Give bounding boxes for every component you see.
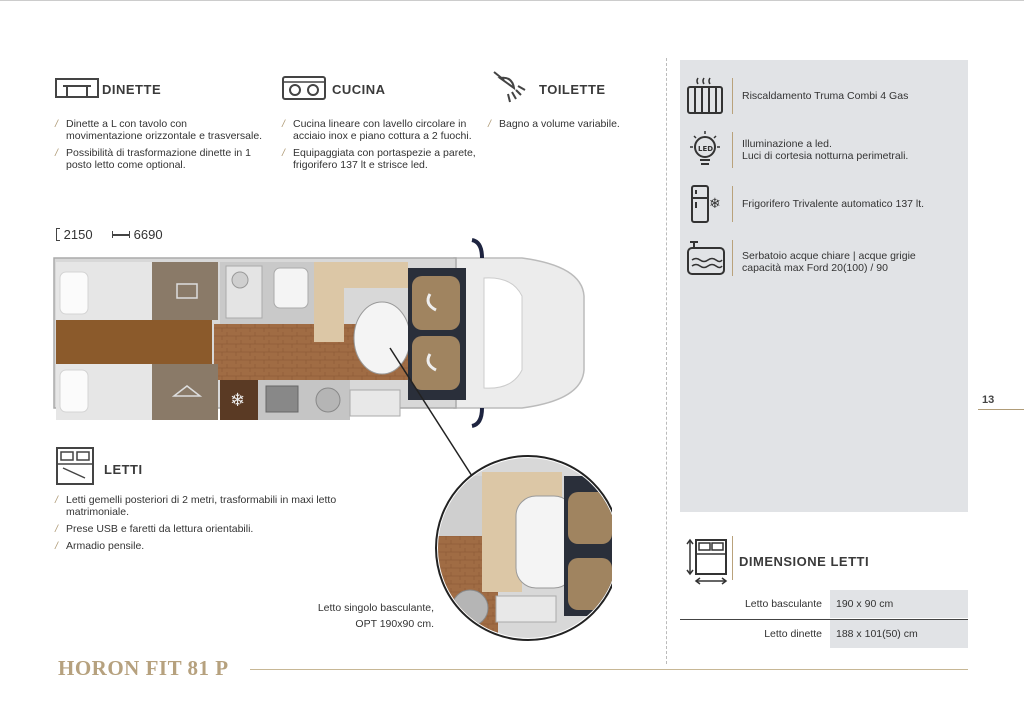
caption-line-1: Letto singolo basculante,: [317, 602, 434, 614]
feature-text: Serbatoio acque chiare | acque grigie capacità max Ford 20(100) / 90: [742, 250, 916, 274]
toilette-list: [488, 118, 658, 135]
floorplan: [52, 236, 612, 646]
bathroom: [220, 262, 314, 324]
column-divider: [666, 58, 667, 664]
list-item: / Equipaggiata con portaspezie a parete, frigorifero 137 lt e strisce led.: [282, 147, 477, 171]
footer-rule: [250, 669, 968, 670]
shower-icon: [488, 68, 532, 106]
top-border: [0, 0, 1024, 1]
svg-text:LED: LED: [698, 145, 714, 153]
water-tank-icon: [684, 238, 726, 278]
bed-dimensions-title: DIMENSIONE LETTI: [739, 554, 870, 569]
page-number: 13: [978, 394, 1024, 410]
feature-lighting: [680, 128, 968, 172]
list-item: / Dinette a L con tavolo con movimentazione orizzontale e trasversale.: [55, 118, 265, 142]
radiator-icon: [684, 76, 726, 116]
list-item: / Bagno a volume variabile.: [488, 118, 658, 130]
bed-dimensions-section: [680, 532, 968, 652]
cucina-list: [282, 118, 477, 176]
cab-seats: [408, 268, 466, 400]
stove-icon: [282, 76, 326, 100]
rear-beds: [56, 262, 218, 420]
floorplan-caption: [296, 600, 434, 632]
zoom-detail: [436, 456, 612, 640]
row-value: 188 x 101(50) cm: [830, 620, 968, 648]
list-item: / Cucina lineare con lavello circolare in acciaio inox e piano cottura a 2 fuochi.: [282, 118, 477, 142]
dinette-list: [55, 118, 265, 176]
fridge-icon: [684, 184, 726, 224]
table-row: [680, 620, 968, 648]
list-item: / Letti gemelli posteriori di 2 metri, trasformabili in maxi letto matrimoniale.: [55, 494, 375, 518]
dinette-title: DINETTE: [102, 82, 162, 97]
led-bulb-icon: [684, 130, 726, 170]
feature-text: Frigorifero Trivalente automatico 137 lt.: [742, 198, 925, 210]
model-name: HORON FIT 81 P: [58, 656, 229, 680]
letti-title: LETTI: [104, 462, 143, 477]
bed-dimension-icon: [686, 536, 730, 586]
table-row: [680, 590, 968, 618]
caption-line-2: OPT 190x90 cm.: [355, 618, 434, 630]
cucina-title: CUCINA: [332, 82, 386, 97]
letti-list: [55, 494, 375, 557]
vehicle-cab: [454, 240, 584, 426]
bed-icon: [55, 446, 95, 486]
list-item: / Possibilità di trasformazione dinette in 1 posto letto come optional.: [55, 147, 265, 171]
length-value: 6690: [133, 227, 163, 242]
feature-text: Riscaldamento Truma Combi 4 Gas: [742, 90, 909, 102]
row-value: 190 x 90 cm: [830, 590, 968, 618]
feature-water-tank: [680, 236, 968, 280]
row-label: Letto dinette: [764, 628, 822, 640]
toilette-title: TOILETTE: [539, 82, 606, 97]
list-item: / Armadio pensile.: [55, 540, 375, 552]
row-label: Letto basculante: [744, 598, 822, 610]
svg-text:❄: ❄: [709, 196, 721, 212]
list-item: / Prese USB e faretti da lettura orientabili.: [55, 523, 375, 535]
dinette-table-icon: [55, 76, 99, 100]
features-panel: [680, 60, 968, 512]
feature-text: Illuminazione a led. Luci di cortesia notturna perimetrali.: [742, 138, 909, 162]
snowflake-icon: ❄: [230, 390, 246, 411]
feature-heating: [680, 74, 968, 118]
feature-fridge: [680, 182, 968, 226]
height-value: 2150: [63, 227, 93, 242]
